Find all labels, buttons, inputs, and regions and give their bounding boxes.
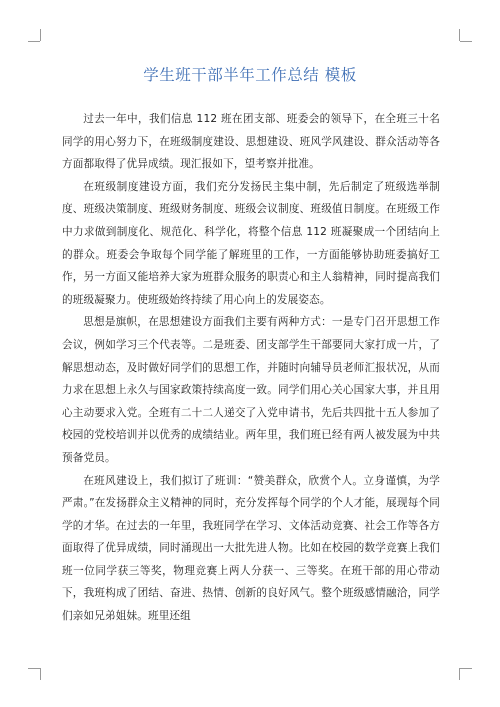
crop-mark-top-left-v — [40, 29, 41, 41]
crop-mark-bottom-right-h — [460, 668, 472, 669]
crop-mark-top-left-h — [28, 41, 40, 42]
crop-mark-top-right-v — [459, 29, 460, 41]
crop-mark-top-right-h — [460, 41, 472, 42]
crop-mark-bottom-left-h — [28, 668, 40, 669]
paragraph-ideological-building: 思想是旗帜，在思想建设方面我们主要有两种方式：一是专门召开思想工作会议，例如学习三个代表等。二是班委、团支部学生干部要同大家打成一片，了解思想动态，及时做好同学们的思想工作，并随时向辅导员老师汇报状况，从而力求在思想上永久与国家政策持续高度一致。同学们用心关心国家大事，并且用心主动要求入党。全班有二十二人递交了入党申请书，先后共四批十五人参加了校园的党校培训并以优秀的成绩结业。两年里，我们班已经有两人被发展为中共预备党员。 — [62, 316, 440, 464]
crop-mark-bottom-right-v — [459, 668, 460, 680]
document-title: 学生班干部半年工作总结 模板 — [143, 66, 357, 84]
paragraph-class-style: 在班风建设上，我们拟订了班训：“赞美群众，欣赏个人。立身谨慎，为学严肃。”在发扬群众主义精神的同时，充分发挥每个同学的个人才能，展现每个同学的才华。在过去的一年里，我班同学在学习、文体活动竞赛、社会工作等各方面取得了优异成绩，同时涌现出一大批先进人物。比如在校园的数学竞赛上我们班一位同学获三等奖，物理竞赛上两人分获一、三等奖。在班干部的用心带动下，我班构成了团结、奋进、热情、创新的良好风气。整个班级感情融洽，同学们亲如兄弟姐妹。班里还组 — [62, 474, 440, 623]
paragraph-intro: 过去一年中，我们信息 112 班在团支部、班委会的领导下，在全班三十名同学的用心努力下，在班级制度建设、思想建设、班风学风建设、群众活动等各方面都取得了优异成绩。现汇报如下，望考察并批准。 — [62, 113, 440, 171]
document-body — [62, 108, 440, 628]
crop-mark-bottom-left-v — [40, 668, 41, 680]
paragraph-system-building: 在班级制度建设方面，我们充分发扬民主集中制，先后制定了班级选举制度、班级决策制度、班级财务制度、班级会议制度、班级值日制度。在班级工作中力求做到制度化、规范化、科学化，将整个信息 112 班凝聚成一个团结向上的群众。班委会争取每个同学能了解班里的工作，一方面能够协助班委搞好工作，另一方面又能培养大家为班群众服务的职责心和主人翁精神，同时提高我们的班级凝聚力。使班级始终持续了用心向上的发展姿态。 — [62, 180, 440, 306]
